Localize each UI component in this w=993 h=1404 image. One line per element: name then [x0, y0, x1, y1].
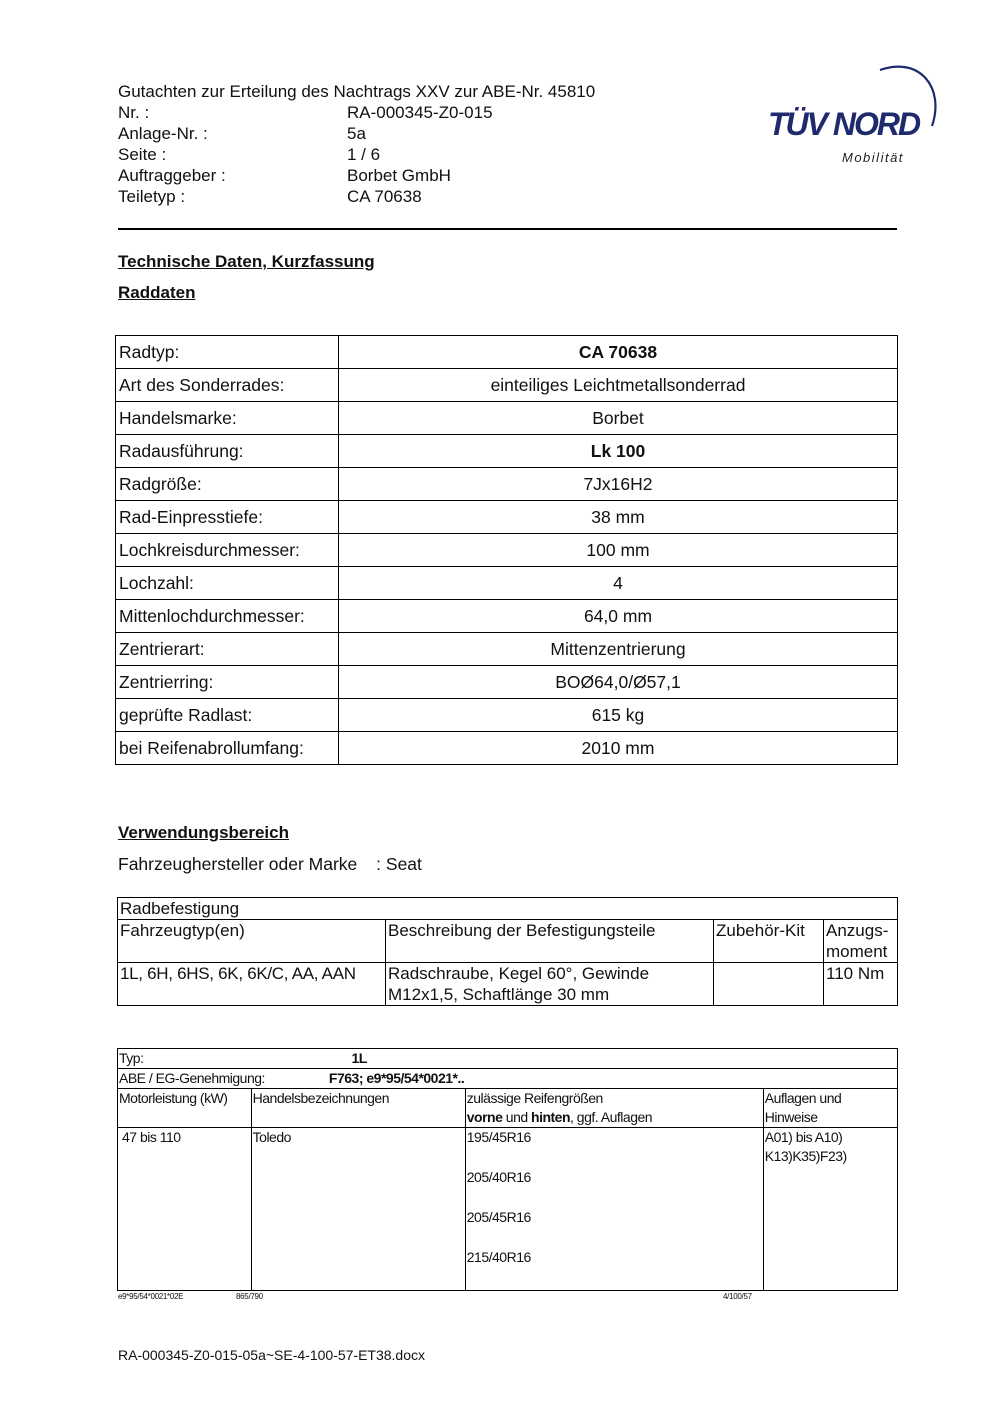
befestigung-header: Fahrzeugtyp(en)	[118, 920, 386, 963]
header-row-value: RA-000345-Z0-015	[347, 103, 493, 122]
raddaten-value: Mittenzentrierung	[339, 633, 898, 666]
header-row-label: Seite :	[118, 145, 167, 164]
raddaten-row	[116, 699, 898, 732]
raddaten-row	[116, 501, 898, 534]
header-row	[118, 144, 380, 165]
abe-value: F763; e9*95/54*0021*..	[328, 1070, 465, 1086]
raddaten-value: 64,0 mm	[339, 600, 898, 633]
abe-leistung: 47 bis 110	[118, 1128, 252, 1291]
section-heading-raddaten: Raddaten	[118, 283, 196, 302]
abe-col-header: Auflagen und Hinweise	[763, 1089, 897, 1128]
raddaten-value: 615 kg	[339, 699, 898, 732]
logo-text: TÜV NORD	[768, 106, 920, 142]
raddaten-label: Radausführung:	[116, 435, 339, 468]
raddaten-label: Lochkreisdurchmesser:	[116, 534, 339, 567]
abe-col3-line1: zulässige Reifengrößen	[466, 1090, 603, 1106]
raddaten-label: Zentrierart:	[116, 633, 339, 666]
abe-col-header: Handelsbezeichnungen	[251, 1089, 465, 1128]
raddaten-label: Handelsmarke:	[116, 402, 339, 435]
abe-tyres	[465, 1128, 763, 1291]
header-row	[118, 123, 366, 144]
header-row	[118, 165, 451, 186]
raddaten-label: Zentrierring:	[116, 666, 339, 699]
typ-value: 1L	[351, 1050, 367, 1066]
raddaten-value: CA 70638	[339, 336, 898, 369]
header-row	[118, 102, 493, 123]
befestigung-cell: Radschraube, Kegel 60°, Gewinde M12x1,5, Schaftlänge 30 mm	[386, 963, 714, 1006]
tyre-size: 205/40R16	[466, 1169, 531, 1185]
tyre-size: 215/40R16	[466, 1249, 531, 1265]
abe-handelsname: Toledo	[251, 1128, 465, 1291]
raddaten-row	[116, 402, 898, 435]
raddaten-value: einteiliges Leichtmetallsonderrad	[339, 369, 898, 402]
raddaten-value: Lk 100	[339, 435, 898, 468]
abe-table	[117, 1048, 898, 1291]
abe-foot-code: e9*95/54*0021*02E	[118, 1292, 184, 1301]
header-row-label: Nr. :	[118, 103, 150, 122]
raddaten-value: 4	[339, 567, 898, 600]
raddaten-label: Mittenlochdurchmesser:	[116, 600, 339, 633]
header-row-label: Auftraggeber :	[118, 166, 226, 185]
raddaten-row	[116, 534, 898, 567]
header-row-value: 5a	[347, 124, 366, 143]
raddaten-value: 100 mm	[339, 534, 898, 567]
raddaten-label: Radgröße:	[116, 468, 339, 501]
header-row-value: Borbet GmbH	[347, 166, 451, 185]
header-row-label: Anlage-Nr. :	[118, 124, 208, 143]
section-heading-verwendung: Verwendungsbereich	[118, 823, 289, 842]
hersteller-value: Seat	[385, 854, 422, 874]
raddaten-value: BOØ64,0/Ø57,1	[339, 666, 898, 699]
abe-col-header: Motorleistung (kW)	[118, 1089, 252, 1128]
raddaten-label: bei Reifenabrollumfang:	[116, 732, 339, 765]
raddaten-label: Lochzahl:	[116, 567, 339, 600]
befestigung-title: Radbefestigung	[118, 898, 898, 920]
raddaten-value: 2010 mm	[339, 732, 898, 765]
header-row	[118, 186, 422, 207]
raddaten-row	[116, 369, 898, 402]
header-row-value: 1 / 6	[347, 145, 381, 164]
header-row-label: Teiletyp :	[118, 187, 186, 206]
abe-foot-code: 4/100/57	[723, 1292, 752, 1301]
raddaten-row	[116, 633, 898, 666]
hersteller-sep: :	[376, 854, 382, 874]
raddaten-table	[115, 335, 898, 765]
raddaten-label: Radtyp:	[116, 336, 339, 369]
abe-col3-auflagen: , ggf. Auflagen	[570, 1109, 653, 1125]
section-heading-tech: Technische Daten, Kurzfassung	[118, 252, 375, 271]
abe-cell	[118, 1069, 466, 1089]
befestigung-header: Anzugs-moment	[824, 920, 898, 963]
abe-label: ABE / EG-Genehmigung:	[119, 1070, 265, 1086]
typ-label: Typ:	[119, 1050, 144, 1066]
header-divider	[118, 228, 897, 230]
header-row-value: CA 70638	[347, 187, 422, 206]
raddaten-value: 38 mm	[339, 501, 898, 534]
abe-col-header	[465, 1089, 763, 1128]
typ-cell	[118, 1049, 466, 1069]
befestigung-header: Beschreibung der Befestigungsteile	[386, 920, 714, 963]
auflagen-line: A01) bis A10)	[764, 1129, 843, 1145]
befestigung-cell: 1L, 6H, 6HS, 6K, 6K/C, AA, AAN	[118, 963, 386, 1006]
abe-col3-hinten: hinten	[531, 1109, 571, 1125]
hersteller-line	[118, 854, 422, 875]
befestigung-cell	[714, 963, 824, 1006]
abe-col3-vorne: vorne	[466, 1109, 503, 1125]
raddaten-label: geprüfte Radlast:	[116, 699, 339, 732]
tyre-size: 205/45R16	[466, 1209, 531, 1225]
raddaten-label: Art des Sonderrades:	[116, 369, 339, 402]
document-title: Gutachten zur Erteilung des Nachtrags XXV zur ABE-Nr. 45810	[118, 82, 596, 101]
radbefestigung-table	[117, 897, 898, 1006]
raddaten-value: 7Jx16H2	[339, 468, 898, 501]
raddaten-row	[116, 567, 898, 600]
abe-foot-code: 865/790	[236, 1292, 263, 1301]
raddaten-row	[116, 666, 898, 699]
raddaten-row	[116, 468, 898, 501]
befestigung-header: Zubehör-Kit	[714, 920, 824, 963]
logo-subtitle: Mobilität	[842, 150, 904, 165]
tuv-nord-logo	[760, 58, 950, 178]
auflagen-line: K13)K35)F23)	[764, 1148, 847, 1164]
raddaten-row	[116, 732, 898, 765]
raddaten-label: Rad-Einpresstiefe:	[116, 501, 339, 534]
raddaten-row	[116, 336, 898, 369]
befestigung-cell: 110 Nm	[824, 963, 898, 1006]
abe-col3-und: und	[502, 1109, 532, 1125]
document-footer: RA-000345-Z0-015-05a~SE-4-100-57-ET38.docx	[118, 1347, 426, 1363]
raddaten-row	[116, 435, 898, 468]
raddaten-value: Borbet	[339, 402, 898, 435]
hersteller-label: Fahrzeughersteller oder Marke	[118, 854, 358, 874]
abe-auflagen	[763, 1128, 897, 1291]
raddaten-row	[116, 600, 898, 633]
tyre-size: 195/45R16	[466, 1129, 531, 1145]
